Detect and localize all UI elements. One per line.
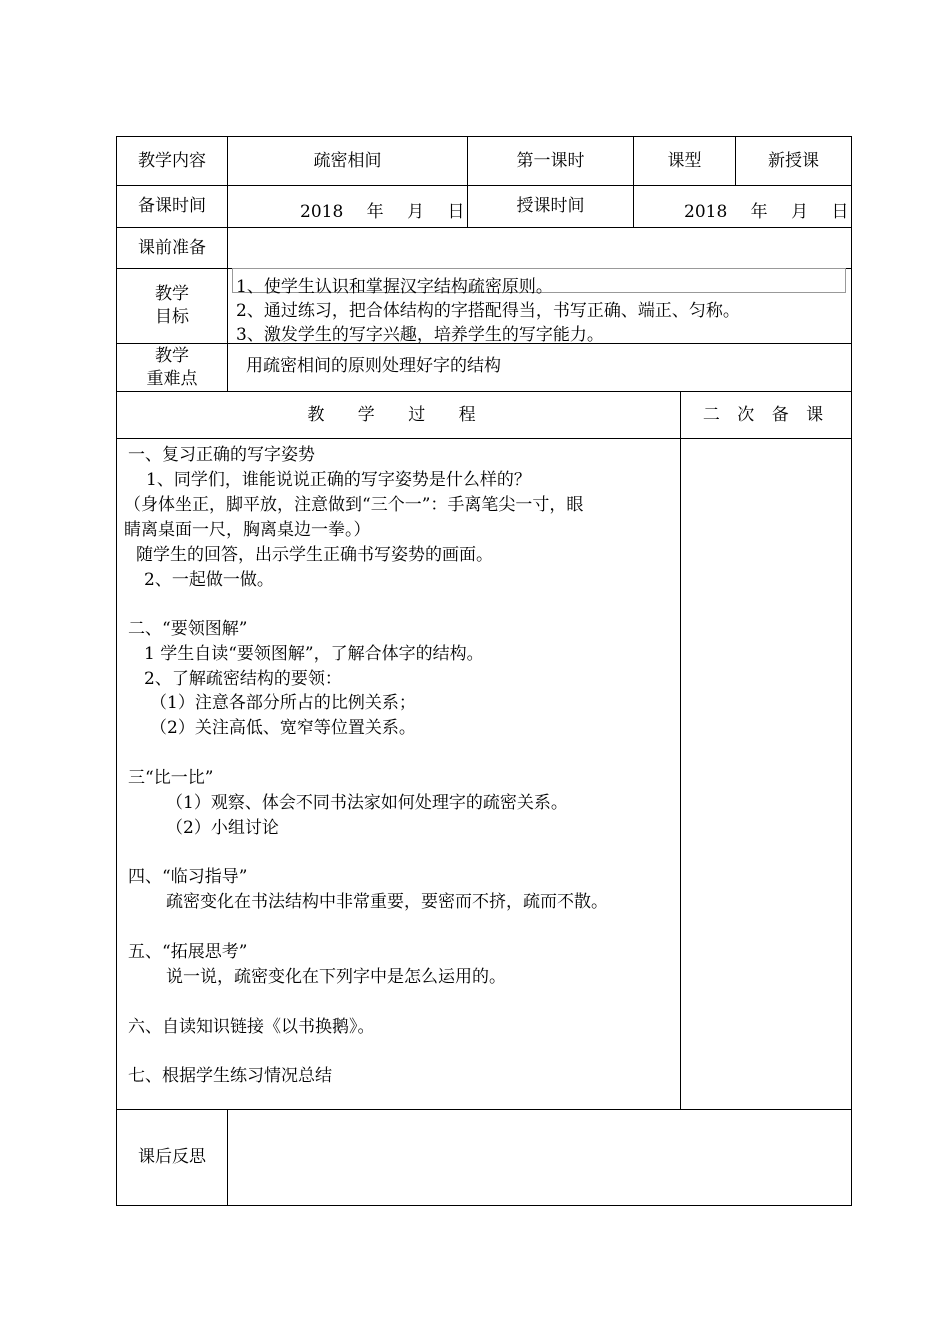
objective-item: 3、激发学生的写字兴趣，培养学生的写字能力。 [236,325,604,345]
process-line: 1 学生自读“要领图解”，了解合体字的结构。 [144,644,484,664]
preparation-label: 课前准备 [138,237,206,258]
process-line: 1、同学们，谁能说说正确的写字姿势是什么样的？ [146,470,531,490]
process-line: （2）关注高低、宽窄等位置关系。 [150,718,416,738]
process-line: 随学生的回答，出示学生正确书写姿势的画面。 [136,545,493,565]
process-line: 2、一起做一做。 [144,570,274,590]
process-line: 疏密变化在书法结构中非常重要，要密而不挤，疏而不散。 [166,892,608,912]
process-line: 三“比一比” [128,768,214,788]
process-line: 二、“要领图解” [128,619,248,639]
objectives-label-line2: 目标 [155,307,189,327]
key-points-value: 用疏密相间的原则处理好字的结构 [246,356,501,376]
process-line: （2）小组讨论 [166,818,279,838]
key-points-label [117,344,227,391]
objectives-label-line1: 教学 [155,284,189,304]
secondary-prep-header: 二 次 备 课 [702,404,830,425]
objective-item: 2、通过练习，把合体结构的字搭配得当，书写正确、端正、匀称。 [236,301,740,321]
key-points-label-line2: 重难点 [146,368,198,389]
prep-time-label: 备课时间 [138,196,206,216]
prep-date: 2018 年 月 日 [300,202,465,222]
process-header: 教 学 过 程 [307,404,490,425]
reflection-label: 课后反思 [138,1147,206,1167]
process-line: 五、“拓展思考” [128,942,248,962]
type-label: 课型 [667,150,702,171]
process-line: 一、复习正确的写字姿势 [128,445,315,465]
process-line: （1）注意各部分所占的比例关系； [150,693,416,713]
process-line: （身体坐正，脚平放，注意做到“三个一”：手离笔尖一寸，眼 [124,495,584,515]
process-line: 睛离桌面一尺，胸离桌边一拳。） [124,520,371,540]
teach-date: 2018 年 月 日 [684,202,849,222]
teach-time-label: 授课时间 [516,196,585,216]
content-value: 疏密相间 [313,150,382,171]
key-points-label-line1: 教学 [155,345,189,366]
process-line: 六、自读知识链接《以书换鹅》。 [128,1017,375,1037]
objectives-label [117,269,227,343]
process-line: 七、根据学生练习情况总结 [128,1066,332,1086]
process-line: 说一说，疏密变化在下列字中是怎么运用的。 [166,967,506,987]
process-line: （1）观察、体会不同书法家如何处理字的疏密关系。 [166,793,568,813]
content-label: 教学内容 [138,150,206,171]
lesson-number: 第一课时 [516,150,585,171]
process-line: 2、了解疏密结构的要领： [144,669,342,689]
type-value: 新授课 [768,150,819,171]
objective-item: 1、使学生认识和掌握汉字结构疏密原则。 [236,277,553,297]
process-line: 四、“临习指导” [128,867,248,887]
